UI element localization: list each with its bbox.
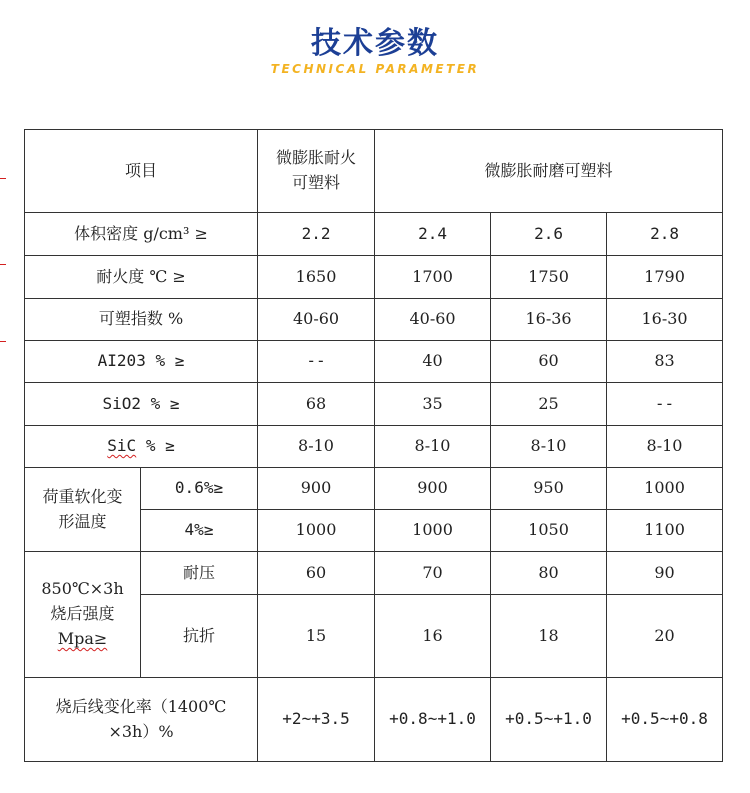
cell-value: 15: [258, 595, 375, 678]
row-label: 可塑指数 %: [25, 299, 258, 341]
table-header-row: [25, 130, 723, 213]
cell-value: 16-36: [491, 299, 607, 341]
cell-value: 1790: [607, 256, 723, 299]
linear-change-line1: 烧后线变化率（1400℃: [55, 696, 227, 716]
margin-mark: [0, 178, 6, 179]
cell-value: 2.2: [258, 213, 375, 256]
cell-value: --: [258, 341, 375, 383]
row-sublabel: 耐压: [141, 552, 258, 595]
table-row: [25, 678, 723, 762]
cell-value: 40: [375, 341, 491, 383]
cell-value: 80: [491, 552, 607, 595]
cell-value: +0.5~+1.0: [491, 678, 607, 762]
cell-value: 90: [607, 552, 723, 595]
cell-value: 1700: [375, 256, 491, 299]
row-label: [25, 426, 258, 468]
cell-value: 1050: [491, 510, 607, 552]
cell-value: 8-10: [375, 426, 491, 468]
cell-value: 18: [491, 595, 607, 678]
cell-value: 8-10: [258, 426, 375, 468]
table-row: [25, 426, 723, 468]
cell-value: 60: [258, 552, 375, 595]
row-label: [25, 678, 258, 762]
row-sublabel: 0.6%≥: [141, 468, 258, 510]
table-row: [25, 552, 723, 595]
cell-value: 35: [375, 383, 491, 426]
strength-unit: Mpa≥: [57, 628, 108, 648]
page-title: 技术参数: [311, 26, 439, 61]
sic-label-rest: % ≥: [136, 436, 175, 456]
cell-value: +2~+3.5: [258, 678, 375, 762]
row-sublabel: 抗折: [141, 595, 258, 678]
cell-value: 70: [375, 552, 491, 595]
cell-value: 2.6: [491, 213, 607, 256]
row-label: 耐火度 ℃ ≥: [25, 256, 258, 299]
linear-change-line2: ×3h）%: [108, 721, 174, 741]
row-label: 体积密度 g/cm³ ≥: [25, 213, 258, 256]
cell-value: 40-60: [258, 299, 375, 341]
header-col1-line1: 微膨胀耐火: [276, 148, 357, 168]
row-group-label: [25, 552, 141, 678]
table-row: [25, 341, 723, 383]
cell-value: 1650: [258, 256, 375, 299]
page-subtitle: TECHNICAL PARAMETER: [270, 62, 480, 76]
strength-line3: [29, 627, 136, 652]
row-group-label: [25, 468, 141, 552]
cell-value: 900: [375, 468, 491, 510]
cell-value: 1000: [258, 510, 375, 552]
header-item: 项目: [25, 130, 258, 213]
row-label: SiO2 % ≥: [25, 383, 258, 426]
load-softening-line2: 形温度: [58, 511, 107, 531]
cell-value: 8-10: [607, 426, 723, 468]
table-row: [25, 256, 723, 299]
cell-value: 2.4: [375, 213, 491, 256]
cell-value: 60: [491, 341, 607, 383]
cell-value: 900: [258, 468, 375, 510]
cell-value: 1000: [607, 468, 723, 510]
header-wear-plastic: 微膨胀耐磨可塑料: [375, 130, 723, 213]
strength-line2: 烧后强度: [50, 604, 115, 624]
row-label: AI203 % ≥: [25, 341, 258, 383]
table-row: [25, 213, 723, 256]
row-sublabel: 4%≥: [141, 510, 258, 552]
margin-mark: [0, 341, 6, 342]
technical-parameter-table: [24, 129, 723, 762]
table-row: [25, 299, 723, 341]
cell-value: 16: [375, 595, 491, 678]
cell-value: 2.8: [607, 213, 723, 256]
cell-value: 1100: [607, 510, 723, 552]
cell-value: 40-60: [375, 299, 491, 341]
margin-mark: [0, 264, 6, 265]
cell-value: 20: [607, 595, 723, 678]
cell-value: 1750: [491, 256, 607, 299]
cell-value: +0.8~+1.0: [375, 678, 491, 762]
cell-value: 25: [491, 383, 607, 426]
cell-value: +0.5~+0.8: [607, 678, 723, 762]
cell-value: 68: [258, 383, 375, 426]
cell-value: 8-10: [491, 426, 607, 468]
cell-value: 1000: [375, 510, 491, 552]
cell-value: 950: [491, 468, 607, 510]
strength-line1: 850℃×3h: [41, 579, 124, 599]
cell-value: 83: [607, 341, 723, 383]
header-refractory-plastic: [258, 130, 375, 213]
table-row: [25, 383, 723, 426]
load-softening-line1: 荷重软化变: [42, 486, 123, 506]
cell-value: --: [607, 383, 723, 426]
sic-label-main: SiC: [107, 436, 137, 456]
table-row: [25, 468, 723, 510]
header-col1-line2: 可塑料: [292, 173, 341, 192]
cell-value: 16-30: [607, 299, 723, 341]
